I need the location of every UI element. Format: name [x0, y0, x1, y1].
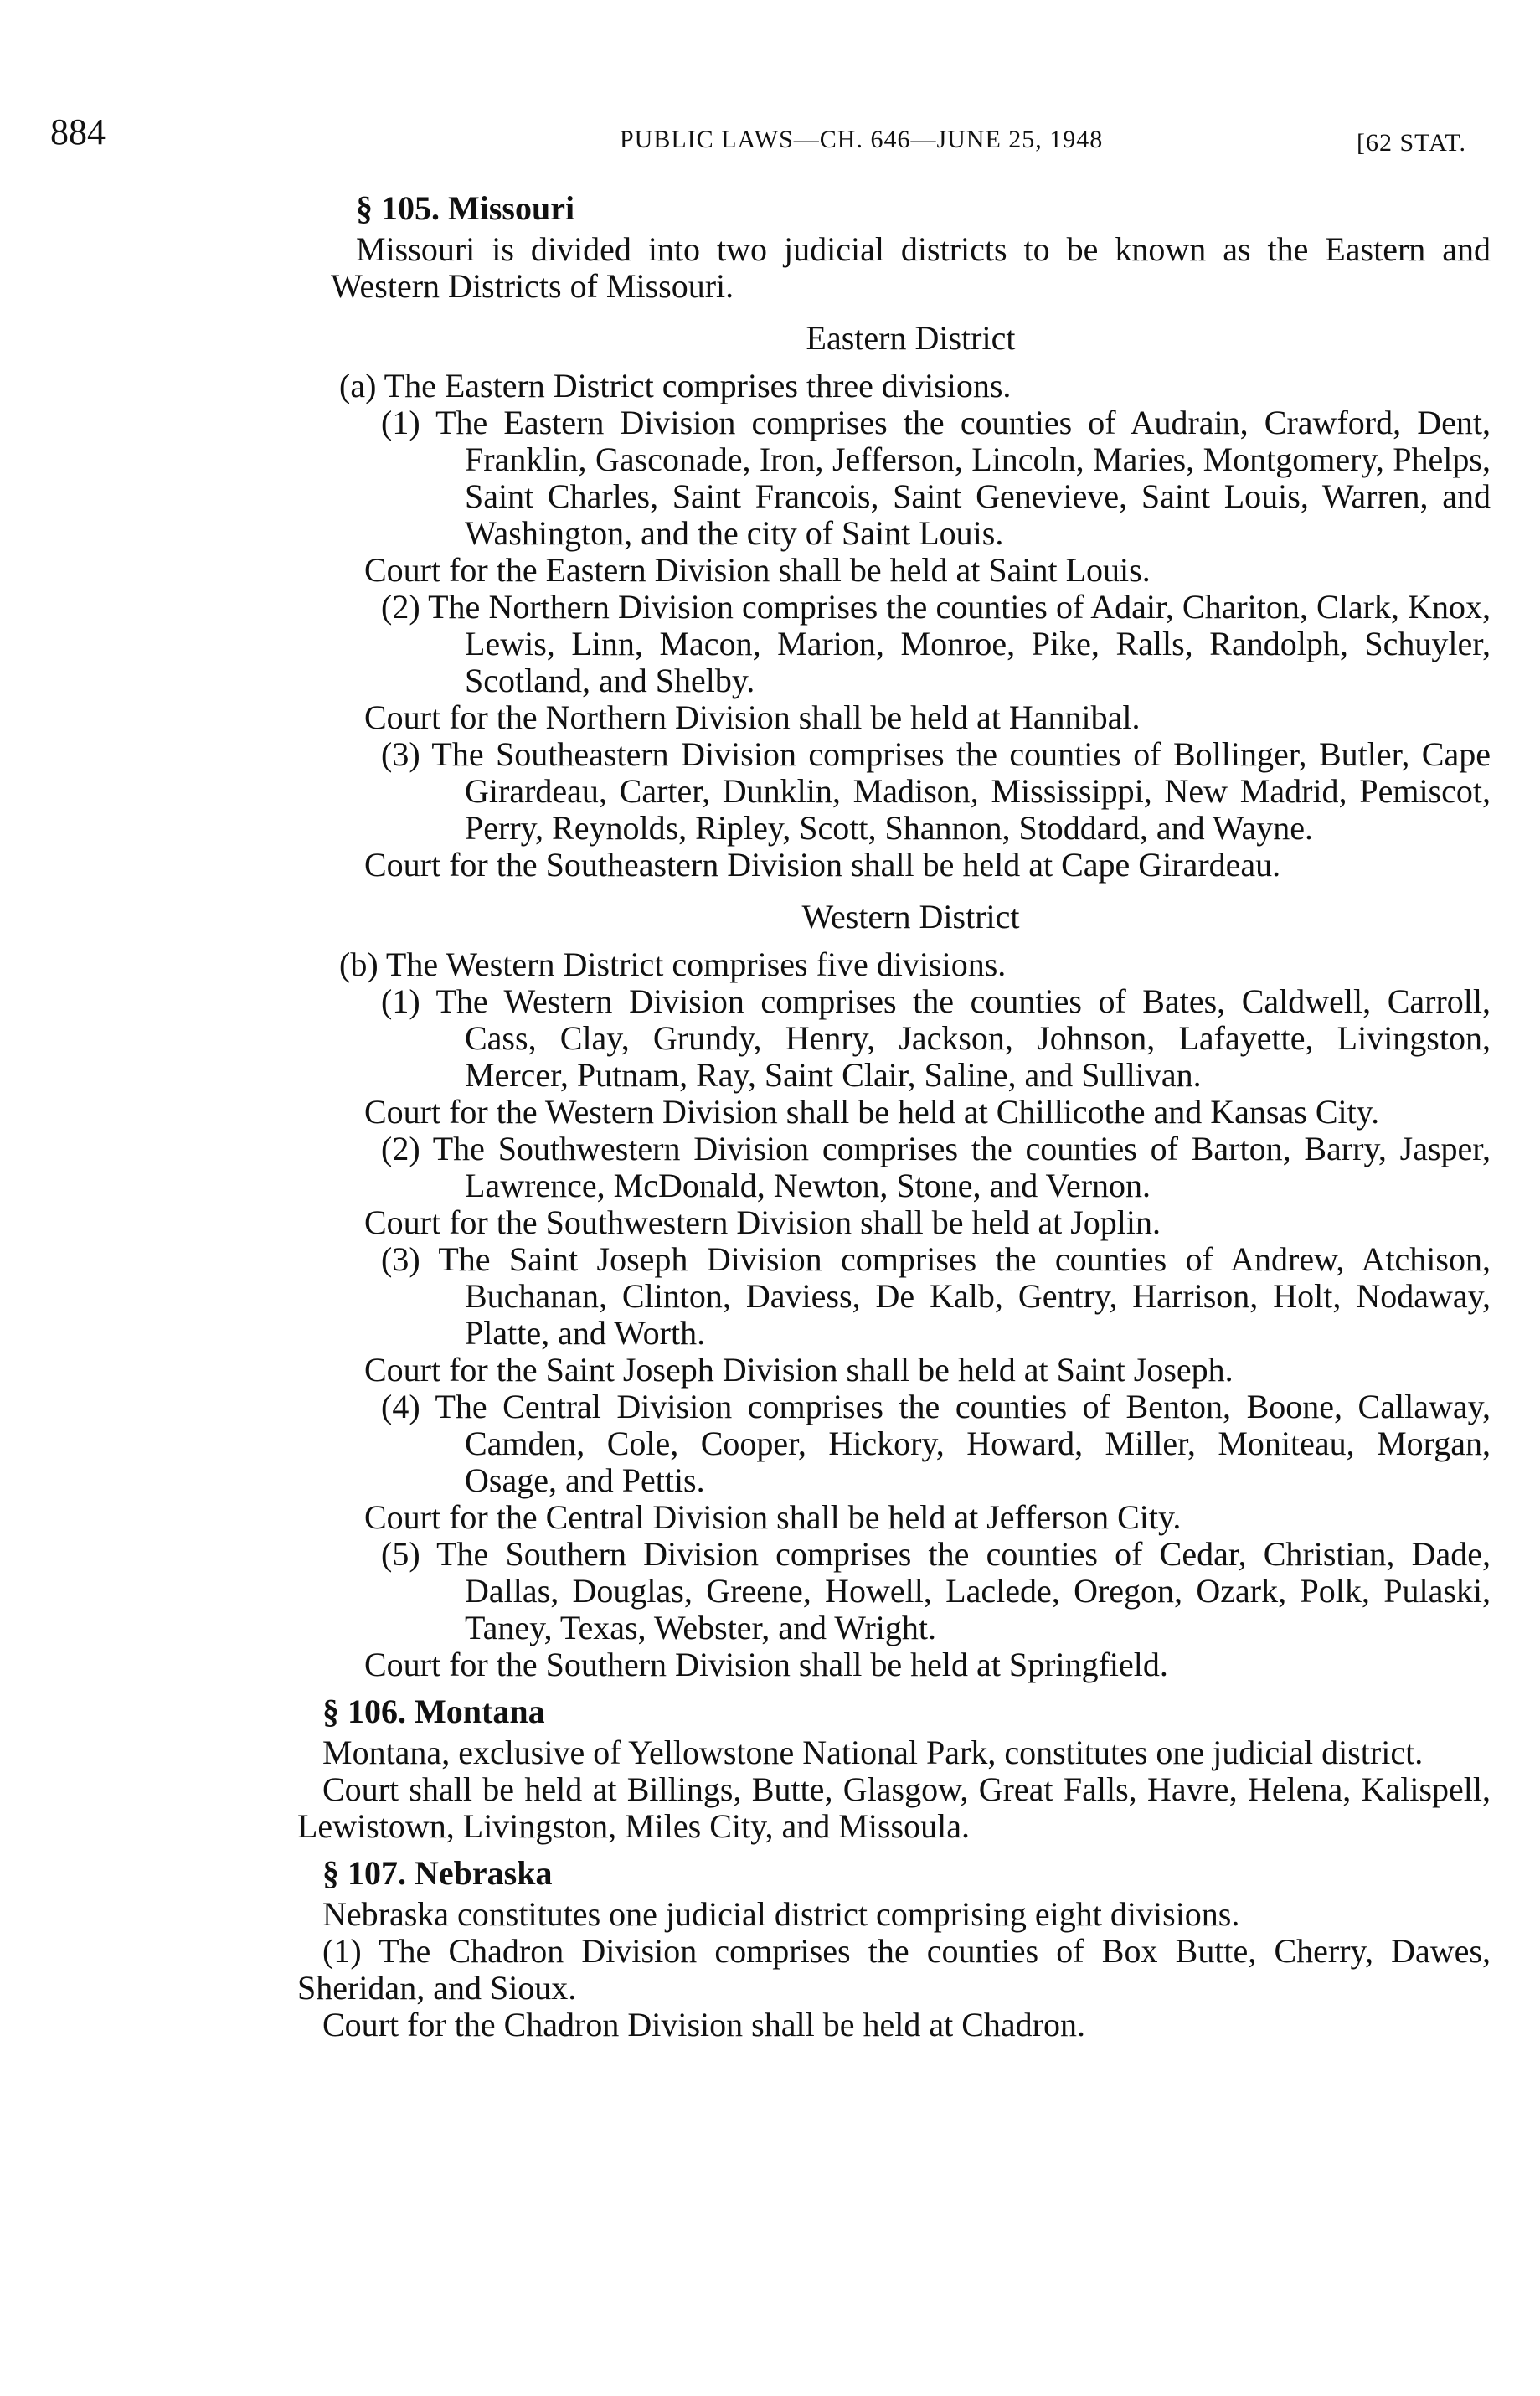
court-location: Court for the Eastern Division shall be held at Saint Louis.	[364, 551, 1151, 589]
page-number: 884	[50, 111, 106, 152]
running-head: PUBLIC LAWS—CH. 646—JUNE 25, 1948	[620, 126, 1104, 153]
page-header	[50, 111, 1490, 161]
page-body	[297, 180, 1491, 2043]
division-paragraph: (5) The Southern Division comprises the counties of Cedar, Christian, Dade, Dallas, Douglas, Greene, Howell, Laclede, Oregon, Ozark, Polk, Pulaski, Taney, Texas, Webster, and Wright.	[381, 1535, 1491, 1646]
section-intro: Missouri is divided into two judicial districts to be known as the Eastern and Western Districts of Missouri.	[331, 230, 1491, 305]
court-location: Court for the Central Division shall be held at Jefferson City.	[364, 1498, 1182, 1536]
section-heading: § 106. Montana	[322, 1693, 545, 1730]
section-105	[331, 188, 1491, 1683]
section-paragraph: Nebraska constitutes one judicial district comprising eight divisions.	[322, 1895, 1240, 1933]
court-location: Court for the Northern Division shall be held at Hannibal.	[364, 698, 1141, 736]
division-paragraph: (1) The Eastern Division comprises the counties of Audrain, Crawford, Dent, Franklin, Gasconade, Iron, Jefferson, Lincoln, Maries, Montgomery, Phelps, Saint Charles, Saint Francois, Saint Genevieve, Saint Louis, Warren, and Washington, and the city of Saint Louis.	[381, 404, 1491, 552]
court-location: Court for the Saint Joseph Division shall be held at Saint Joseph.	[364, 1351, 1234, 1389]
division-paragraph: (3) The Saint Joseph Division comprises the counties of Andrew, Atchison, Buchanan, Clinton, Daviess, De Kalb, Gentry, Harrison, Holt, Nodaway, Platte, and Worth.	[381, 1240, 1491, 1352]
section-heading: § 105. Missouri	[356, 189, 575, 227]
division-paragraph: (2) The Northern Division comprises the counties of Adair, Chariton, Clark, Knox, Lewis, Linn, Macon, Marion, Monroe, Pike, Ralls, Randolph, Schuyler, Scotland, and Shelby.	[381, 588, 1491, 699]
division-paragraph: (2) The Southwestern Division comprises the counties of Barton, Barry, Jasper, Lawrence, McDonald, Newton, Stone, and Vernon.	[381, 1130, 1491, 1204]
court-location: Court for the Southeastern Division shall be held at Cape Girardeau.	[364, 846, 1281, 884]
district-intro-western: (b) The Western District comprises five divisions.	[339, 946, 1007, 983]
section-106	[297, 1692, 1491, 1845]
division-paragraph: (1) The Chadron Division comprises the counties of Box Butte, Cherry, Dawes, Sheridan, and Sioux.	[297, 1932, 1491, 2007]
court-location: Court for the Chadron Division shall be held at Chadron.	[322, 2006, 1085, 2043]
division-paragraph: (3) The Southeastern Division comprises the counties of Bollinger, Butler, Cape Girardeau, Carter, Dunklin, Madison, Mississippi, New Madrid, Pemiscot, Perry, Reynolds, Ripley, Scott, Shannon, Stoddard, and Wayne.	[381, 735, 1491, 847]
volume-reference: [62 STAT.	[1357, 129, 1467, 157]
section-paragraph: Montana, exclusive of Yellowstone National Park, constitutes one judicial district.	[322, 1734, 1424, 1771]
division-paragraph: (1) The Western Division comprises the counties of Bates, Caldwell, Carroll, Cass, Clay, Grundy, Henry, Jackson, Johnson, Lafayette, Livingston, Mercer, Putnam, Ray, Saint Clair, Saline, and Sullivan.	[381, 982, 1491, 1094]
court-location: Court for the Southwestern Division shall be held at Joplin.	[364, 1203, 1161, 1241]
district-heading-eastern: Eastern District	[806, 319, 1016, 357]
district-intro-eastern: (a) The Eastern District comprises three divisions.	[339, 367, 1012, 404]
section-107	[297, 1853, 1491, 2043]
court-location: Court for the Western Division shall be held at Chillicothe and Kansas City.	[364, 1093, 1380, 1131]
district-heading-western: Western District	[801, 898, 1020, 935]
division-paragraph: (4) The Central Division comprises the counties of Benton, Boone, Callaway, Camden, Cole, Cooper, Hickory, Howard, Miller, Moniteau, Morgan, Osage, and Pettis.	[381, 1388, 1491, 1499]
section-paragraph: Court shall be held at Billings, Butte, Glasgow, Great Falls, Havre, Helena, Kalispell, Lewistown, Livingston, Miles City, and Missoula.	[297, 1770, 1491, 1845]
court-location: Court for the Southern Division shall be held at Springfield.	[364, 1646, 1168, 1683]
section-heading: § 107. Nebraska	[322, 1854, 553, 1892]
